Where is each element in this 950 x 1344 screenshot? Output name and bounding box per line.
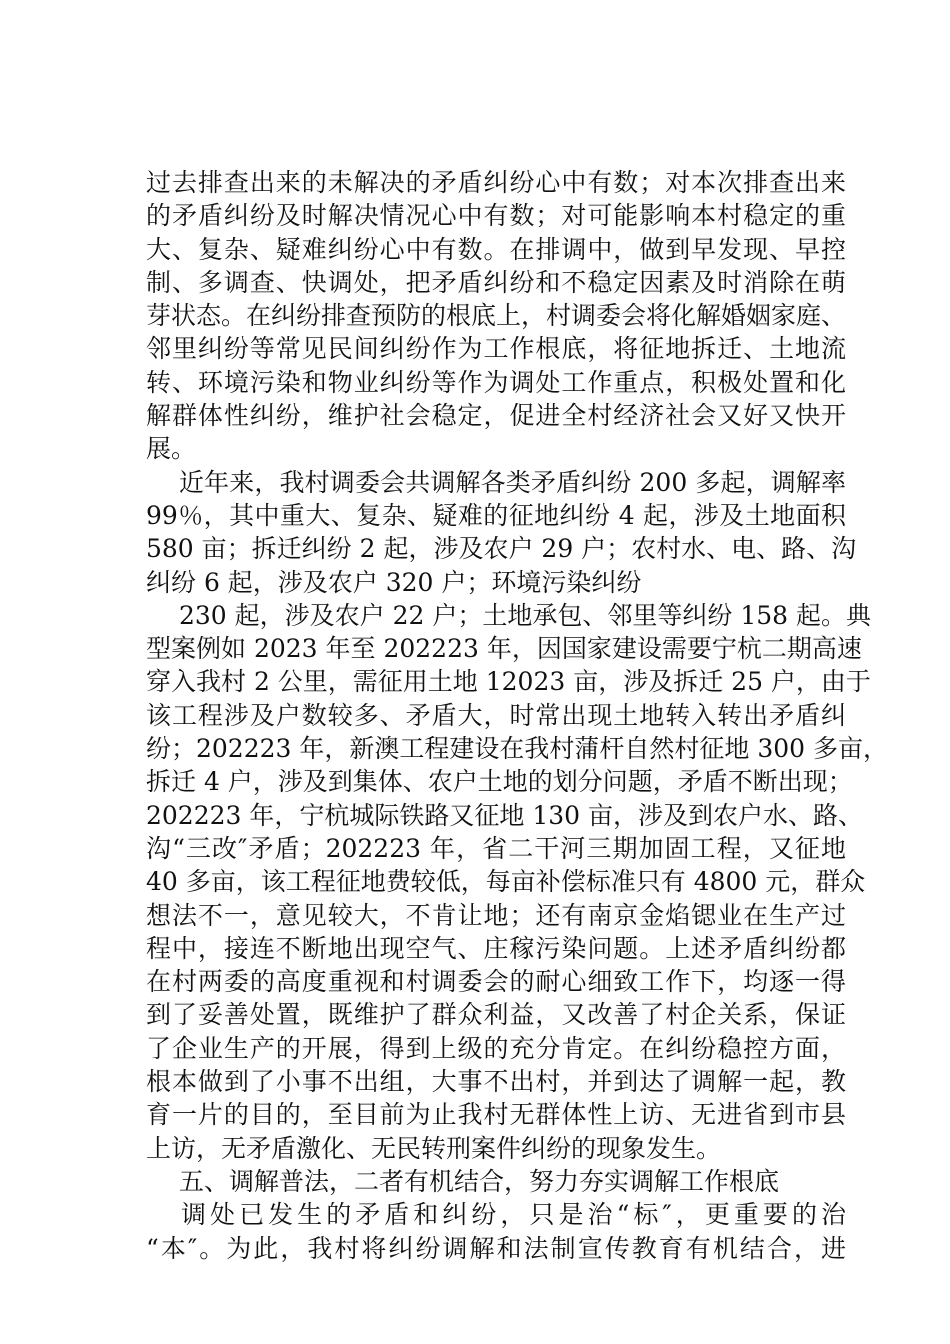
text-line: 纷；202223 年，新澳工程建设在我村蒲杆自然村征地 300 多亩， xyxy=(146,734,888,764)
text-line: 想法不一，意见较大，不肯让地；还有南京金焰锶业在生产过 xyxy=(146,900,846,930)
text-line: 在村两委的高度重视和村调委会的耐心细致工作下，均逐一得 xyxy=(146,967,846,997)
text-line: 202223 年，宁杭城际铁路又征地 130 亩，涉及到农户水、路、 xyxy=(146,800,863,830)
text-line: 穿入我村 2 公里，需征用土地 12023 亩，涉及拆迁 25 户，由于 xyxy=(146,667,871,697)
text-line: 调处已发生的矛盾和纠纷，只是治“标″，更重要的治 xyxy=(181,1200,846,1230)
text-line: 上访，无矛盾激化、无民转刑案件纠纷的现象发生。 xyxy=(146,1133,722,1163)
text-line: 解群体性纠纷，维护社会稳定，促进全村经济社会又好又快开 xyxy=(146,401,846,431)
text-line: 到了妥善处置，既维护了群众利益，又改善了村企关系，保证 xyxy=(146,1000,846,1030)
text-line: 近年来，我村调委会共调解各类矛盾纠纷 200 多起，调解率 xyxy=(179,467,846,497)
text-line: 邻里纠纷等常见民间纠纷作为工作根底，将征地拆迁、土地流 xyxy=(146,334,846,364)
text-line: 拆迁 4 户，涉及到集体、农户土地的划分问题，矛盾不断出现； xyxy=(146,767,853,797)
text-line: 展。 xyxy=(146,434,197,464)
text-line: 了企业生产的开展，得到上级的充分肯定。在纠纷稳控方面， xyxy=(146,1033,846,1063)
text-line: 40 多亩，该工程征地费较低，每亩补偿标准只有 4800 元，群众 xyxy=(146,867,866,897)
text-line: 纠纷 6 起，涉及农户 320 户；环境污染纠纷 xyxy=(146,567,642,597)
text-line: 过去排查出来的未解决的矛盾纠纷心中有数；对本次排查出来 xyxy=(146,168,846,197)
text-line: 该工程涉及户数较多、矛盾大，时常出现土地转入转出矛盾纠 xyxy=(146,700,846,730)
text-line: 大、复杂、疑难纠纷心中有数。在排调中，做到早发现、早控 xyxy=(146,234,846,264)
text-line: 转、环境污染和物业纠纷等作为调处工作重点，积极处置和化 xyxy=(146,367,846,397)
document-body xyxy=(146,166,888,1265)
text-line: 制、多调查、快调处，把矛盾纠纷和不稳定因素及时消除在萌 xyxy=(146,267,846,297)
text-line: 根本做到了小事不出组，大事不出村，并到达了调解一起，教 xyxy=(146,1067,846,1097)
text-line: 沟“三改″矛盾；202223 年，省二干河三期加固工程，又征地 xyxy=(146,833,846,863)
text-line: “本″。为此，我村将纠纷调解和法制宣传教育有机结合，进 xyxy=(146,1233,846,1263)
text-line: 程中，接连不断地出现空气、庄稼污染问题。上述矛盾纠纷都 xyxy=(146,933,846,963)
text-line: 育一片的目的，至目前为止我村无群体性上访、无进省到市县 xyxy=(146,1100,846,1130)
text-line: 的矛盾纠纷及时解决情况心中有数；对可能影响本村稳定的重 xyxy=(146,201,846,231)
text-line: 芽状态。在纠纷排查预防的根底上，村调委会将化解婚姻家庭、 xyxy=(146,301,847,331)
text-line: 230 起，涉及农户 22 户；土地承包、邻里等纠纷 158 起。典 xyxy=(179,600,871,630)
text-line: 型案例如 2023 年至 202223 年，因国家建设需要宁杭二期高速 xyxy=(146,634,862,664)
text-line: 580 亩；拆迁纠纷 2 起，涉及农户 29 户；农村水、电、路、沟 xyxy=(146,534,857,564)
text-line: 99％，其中重大、复杂、疑难的征地纠纷 4 起，涉及土地面积 xyxy=(146,500,846,530)
section-heading: 五、调解普法，二者有机结合，努力夯实调解工作根底 xyxy=(179,1166,780,1196)
